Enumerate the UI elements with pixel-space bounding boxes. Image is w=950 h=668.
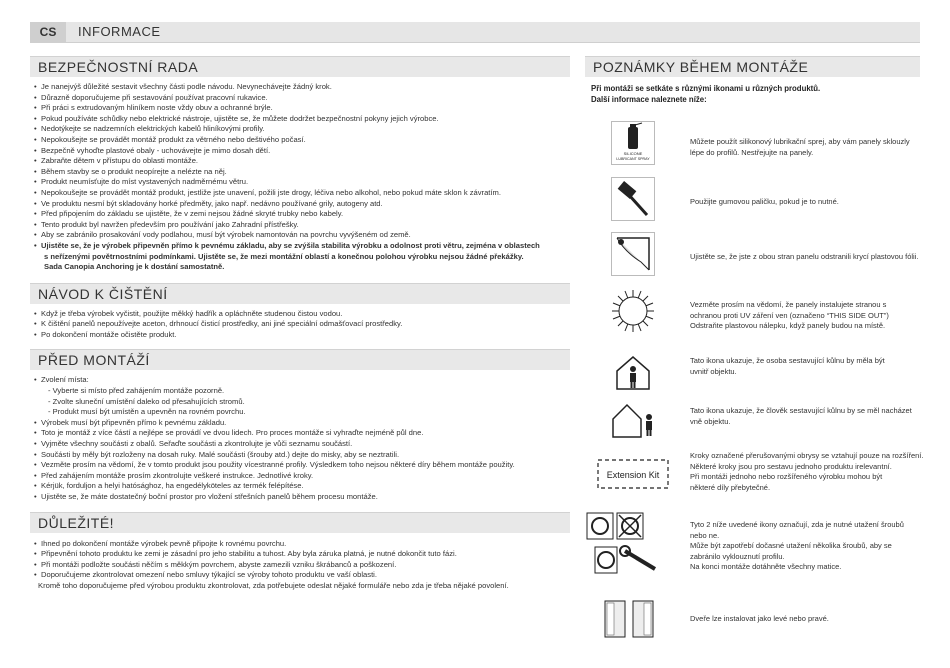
note-line: Při montáži jednoho nebo rozšířeného výrobku mohou být [690, 472, 883, 482]
icon-label: SILICONE [623, 151, 643, 156]
list-item: • Nepokoušejte se provádět montáž produkt za větrného nebo deštivého počasí. [34, 135, 570, 146]
list-item-continued: Kromě toho doporučujeme před výrobou produktu zkontrolovat, zda potřebujete odeslat nějaké formuláře nebo zda je třeba nějaké povolení. [38, 580, 509, 590]
left-column [30, 56, 570, 592]
sub-item: - Produkt musí být umístěn a upevněn na rovném povrchu. [48, 407, 246, 417]
intro-line: Při montáži se setkáte s různými ikonami u různých produktů. [591, 84, 821, 93]
note-line: Použijte gumovou paličku, pokud je to nutné. [690, 197, 839, 206]
before-list [30, 375, 570, 502]
header-bar [30, 22, 920, 43]
note-line: Na konci montáže dotáhněte všechny matice. [690, 562, 842, 572]
safety-heading: BEZPEČNOSTNÍ RADA [30, 56, 570, 77]
note-line: nebo ne. [690, 530, 720, 540]
list-item: • Produkt neumísťujte do míst vystavených nadměrnému větru. [34, 177, 570, 188]
list-item: • Vyjměte všechny součásti z obalů. Seřaďte součásti a zkontrolujte je vůči seznamu součástí. [34, 439, 570, 450]
header-title: INFORMACE [78, 24, 161, 39]
note-line: Tyto 2 níže uvedené ikony označují, zda je nutné utažení šroubů [690, 520, 904, 529]
list-item: • Po dokončení montáže očistěte produkt. [34, 330, 570, 341]
door-left-right-icon [599, 599, 659, 639]
notes-heading: POZNÁMKY BĚHEM MONTÁŽE [585, 56, 920, 77]
sub-item: - Vyberte si místo před zahájením montáže pozorně. [48, 386, 225, 396]
icon-label: Extension Kit [606, 470, 660, 480]
safety-list [30, 82, 570, 273]
language-code: CS [30, 22, 66, 42]
uv-side-icon [611, 289, 655, 333]
list-item: • Před zahájením montáže prosím zkontrolujte veškeré instrukce. Jednotlivé kroky. [34, 471, 570, 482]
note-line: Můžete použít silikonový lubrikační sprej, aby vám panely sklouzly [690, 137, 910, 146]
note-line: vně objektu. [690, 416, 731, 426]
note-line: Dveře lze instalovat jako levé nebo pravé. [690, 614, 829, 623]
icon-label: LUBRICANT SPRAY [616, 157, 650, 161]
list-item: • Důrazně doporučujeme při sestavování používat pracovní rukavice. [34, 93, 570, 104]
note-line: Ujistěte se, že jste z obou stran panelu odstranili krycí plastovou fólii. [690, 252, 919, 261]
list-item: • Aby se zabránilo prosakování vody podlahou, musí být výrobek namontován na povrchu vyvýšeném od země. [34, 230, 570, 241]
list-item: • Během stavby se o produkt neopírejte a nelézte na něj. [34, 167, 570, 178]
note-line: Některé kroky jsou pro sestavu jednoho produktu irelevantní. [690, 461, 892, 471]
list-item: • Nedotýkejte se nadzemních elektrických kabelů hliníkovými profily. [34, 124, 570, 135]
before-heading: PŘED MONTÁŽÍ [30, 349, 570, 370]
note-text [690, 614, 915, 625]
list-item: • Při montáži podložte součásti něčím s měkkým povrchem, abyste zamezili vzniku škrábanců a poškození. [34, 560, 570, 571]
list-item: • Je nanejvýš důležité sestavit všechny části podle návodu. Nevynechávejte žádný krok. [34, 82, 570, 93]
list-item: • Doporučujeme zkontrolovat omezení nebo smluvy týkající se výroby tohoto produktu ve vaší oblasti. [34, 570, 570, 581]
note-text [690, 197, 915, 208]
list-item: • Kérjük, fordulјon a helyi hatósághoz, ha engedélyköteles az termék felépítése. [34, 481, 570, 492]
notes-intro [591, 84, 920, 105]
right-column [585, 56, 924, 623]
important-heading: DŮLEŽITÉ! [30, 512, 570, 533]
list-item: • Toto je montáž z více částí a nejlépe se provádí ve dvou lidech. Pro proces montáže si vyhraďte nejméně půl dne. [34, 428, 570, 439]
list-item: • Před připojením do základu se ujistěte, že v zemi nejsou žádné skryté trubky nebo kabely. [34, 209, 570, 220]
list-item-bold-continued: s neřízenými povětrnostními podmínkami. Ujistěte se, že mezi montážní oblastí a konečnou polohou výrobku nejsou žádné překážky. [44, 251, 524, 261]
note-line: zabránilo vyklouznutí profilu. [690, 551, 785, 561]
list-item: • K čištění panelů nepoužívejte aceton, drhnoucí čisticí prostředky, ani jiné speciální odmašťovací prostředky. [34, 319, 570, 330]
list-item: • Zabraňte dětem v přístupu do oblasti montáže. [34, 156, 570, 167]
person-inside-icon [611, 349, 655, 393]
important-list [30, 539, 570, 592]
person-outside-icon [611, 397, 655, 441]
note-line: lépe do profilů. Nestřejujte na panely. [690, 147, 814, 157]
note-text [690, 406, 915, 427]
list-item: • Výrobek musí být připevněn přímo k pevnému základu. [34, 418, 570, 429]
note-line: některé díly přebytečné. [690, 482, 771, 492]
note-line: Odstraňte plastovou nálepku, když panely budou na místě. [690, 321, 886, 331]
note-line: Může být zapotřebí dočasné utažení několika šroubů, aby se [690, 541, 892, 551]
list-item: • Když je třeba výrobek vyčistit, použijte měkký hadřík a opláchněte studenou čistou vodou. [34, 309, 570, 320]
peel-film-icon [611, 232, 655, 276]
note-text [690, 520, 915, 573]
list-item: • Součásti by měly být rozloženy na dosah ruky. Malé součásti (šrouby atd.) dejte do misky, aby se neztratili. [34, 450, 570, 461]
list-item: • Při práci s extrudovaným hliníkem noste vždy obuv a ochranné brýle. [34, 103, 570, 114]
list-item-bold-continued: Sada Canopia Anchoring je k dostání samostatně. [44, 262, 225, 272]
cleaning-list [30, 309, 570, 341]
screw-tighten-icon [585, 511, 675, 581]
list-item: • Ujistěte se, že máte dostatečný boční prostor pro vložení střešních panelů během procesu montáže. [34, 492, 570, 503]
note-text [690, 356, 915, 377]
intro-line: Další informace naleznete níže: [591, 94, 707, 104]
note-line: Tato ikona ukazuje, že osoba sestavující kůlnu by měla být [690, 356, 885, 365]
note-line: uvnitř objektu. [690, 366, 737, 376]
extension-kit-icon [597, 459, 669, 489]
list-item: • Tento produkt byl navržen především pro používání jako Zahradní přístřešky. [34, 220, 570, 231]
note-line: ochranou proti UV záření ven (označeno “THIS SIDE OUT”) [690, 310, 889, 320]
cleaning-heading: NÁVOD K ČIŠTĚNÍ [30, 283, 570, 304]
list-item: • Zvolení místa: [34, 375, 570, 386]
list-item: • Bezpečně vyhoďte plastové obaly - uchovávejte je mimo dosah dětí. [34, 146, 570, 157]
note-line: Tato ikona ukazuje, že člověk sestavující kůlnu by se měl nacházet [690, 406, 912, 415]
note-text [690, 451, 924, 493]
note-line: Vezměte prosím na vědomí, že panely instalujete stranou s [690, 300, 887, 309]
list-item-bold: • Ujistěte se, že je výrobek připevněn přímo k pevnému základu, aby se zvýšila stabilita výrobku a odolnost proti větru, zejména v oblastech [34, 241, 570, 252]
list-item: • Ihned po dokončení montáže výrobek pevně připojte k rovnému povrchu. [34, 539, 570, 550]
sub-item: - Zvolte sluneční umístění daleko od přesahujících stromů. [48, 396, 245, 406]
list-item: • Ve produktu nesmí být skladovány horké předměty, jako např. nedávno používané grily, autogeny atd. [34, 199, 570, 210]
list-item: • Vezměte prosím na vědomí, že v tomto produkt jsou použity vícestranné profily. Výsledkem toho nejsou některé díry během montáže použity. [34, 460, 570, 471]
list-item: • Nepokoušejte se provádět montáž produkt, jestliže jste unavení, požili jste drogy, léčiva nebo alkohol, nebo pokud máte sklon k závratím. [34, 188, 570, 199]
note-text [690, 252, 919, 263]
note-text [690, 300, 915, 332]
list-item: • Pokud používáte schůdky nebo elektrické nástroje, ujistěte se, že můžete dodržet bezpečnostní pokyny jejich výrobce. [34, 114, 570, 125]
note-line: Kroky označené přerušovanými obrysy se vztahují pouze na rozšíření. [690, 451, 924, 460]
list-item: • Připevnění tohoto produktu ke zemi je zásadní pro jeho stabilitu a tuhost. Aby byla záruka platná, je nutné dokončit tuto fázi. [34, 549, 570, 560]
note-text [690, 137, 915, 158]
rubber-mallet-icon [611, 177, 655, 221]
silicone-spray-icon [611, 121, 655, 165]
